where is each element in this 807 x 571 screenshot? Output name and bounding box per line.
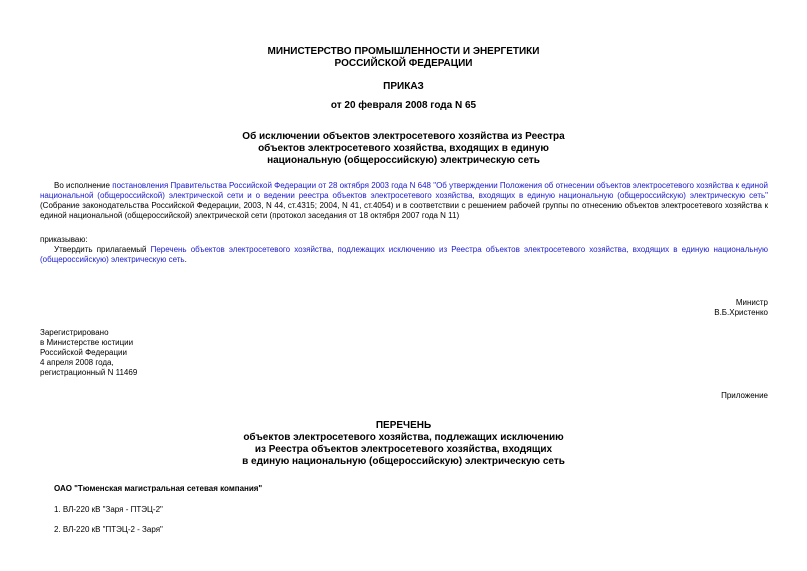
registration-line-1: Зарегистрировано bbox=[40, 328, 109, 337]
approve-end: . bbox=[184, 255, 187, 264]
appendix-label: Приложение bbox=[721, 391, 768, 400]
ministry-line-1: МИНИСТЕРСТВО ПРОМЫШЛЕННОСТИ И ЭНЕРГЕТИКИ bbox=[267, 46, 540, 57]
order-paragraph bbox=[40, 245, 768, 265]
appendix-sub-3: в единую национальную (общероссийскую) электрическую сеть bbox=[242, 456, 565, 467]
title-line-2: объектов электросетевого хозяйства, входящих в единую bbox=[258, 143, 549, 154]
doc-title bbox=[0, 131, 807, 167]
signature-title: Министр bbox=[735, 298, 768, 307]
registration-line-2: в Министерстве юстиции bbox=[40, 338, 134, 347]
signature-block bbox=[714, 298, 768, 318]
ministry-heading bbox=[0, 46, 807, 70]
approve-intro: Утвердить прилагаемый bbox=[54, 245, 147, 254]
company-name: ОАО "Тюменская магистральная сетевая компания" bbox=[54, 484, 263, 493]
registration-block bbox=[40, 328, 137, 378]
list-item: 2. ВЛ-220 кВ "ПТЭЦ-2 - Заря" bbox=[54, 525, 163, 534]
doc-type: ПРИКАЗ bbox=[383, 81, 424, 92]
appendix-heading: ПЕРЕЧЕНЬ bbox=[375, 420, 432, 431]
order-label: приказываю: bbox=[40, 235, 88, 244]
government-decree-link[interactable]: постановления Правительства Российской Федерации от 28 октября 2003 года N 648 "Об утверждении Положения об отнесении объектов электросетевого хозяйства к единой национальной (общероссийской) электрической сети и о ведении реестра объектов электросетевого хозяйства, входящих в единую национальную (общероссийскую) электрическую сеть" bbox=[40, 181, 768, 200]
list-link[interactable]: Перечень объектов электросетевого хозяйства, подлежащих исключению из Реестра объектов электросетевого хозяйства, входящих в единую национальную (общероссийскую) электрическую сеть bbox=[40, 245, 769, 264]
registration-line-3: Российской Федерации bbox=[40, 348, 127, 357]
list-item: 1. ВЛ-220 кВ "Заря - ПТЭЦ-2" bbox=[54, 505, 163, 514]
preamble-intro: Во исполнение bbox=[54, 181, 110, 190]
preamble-tail: (Собрание законодательства Российской Федерации, 2003, N 44, ст.4315; 2004, N 41, ст.4054) и в соответствии с решением рабочей группы по отнесению объектов электросетевого хозяйства к единой национальной (общероссийской) электрической сети (протокол заседания от 18 октября 2007 года N 11) bbox=[40, 201, 768, 220]
registration-line-5: регистрационный N 11469 bbox=[40, 368, 138, 377]
title-line-3: национальную (общероссийскую) электрическую сеть bbox=[267, 155, 540, 166]
preamble-paragraph bbox=[40, 181, 768, 221]
ministry-line-2: РОССИЙСКОЙ ФЕДЕРАЦИИ bbox=[334, 58, 473, 69]
title-line-1: Об исключении объектов электросетевого хозяйства из Реестра bbox=[242, 131, 565, 142]
signature-name: В.Б.Христенко bbox=[714, 308, 768, 317]
registration-line-4: 4 апреля 2008 года, bbox=[40, 358, 114, 367]
appendix-sub-1: объектов электросетевого хозяйства, подлежащих исключению bbox=[243, 432, 564, 443]
appendix-sub-2: из Реестра объектов электросетевого хозяйства, входящих bbox=[254, 444, 553, 455]
doc-date: от 20 февраля 2008 года N 65 bbox=[330, 100, 477, 111]
appendix-subtitle bbox=[0, 432, 807, 468]
